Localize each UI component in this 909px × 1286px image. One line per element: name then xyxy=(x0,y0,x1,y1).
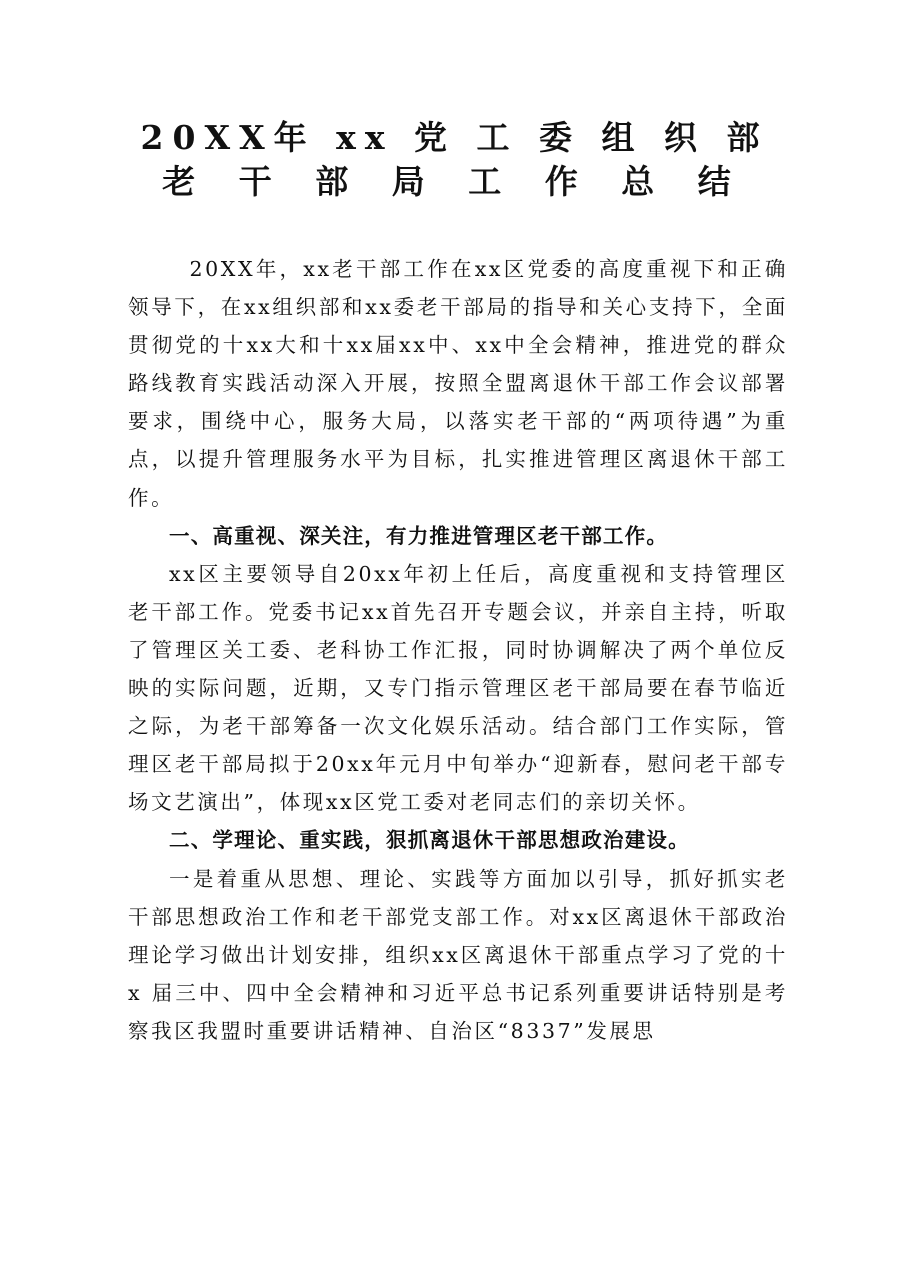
intro-paragraph: 20XX年，xx老干部工作在xx区党委的高度重视下和正确领导下，在xx组织部和xx委老干部局的指导和关心支持下，全面贯彻党的十xx大和十xx届xx中、xx中全会精神，推进党的群众路线教育实践活动深入开展，按照全盟离退休干部工作会议部署要求，围绕中心，服务大局，以落实老干部的“两项待遇”为重点，以提升管理服务水平为目标，扎实推进管理区离退休干部工作。 xyxy=(128,257,788,510)
section1-heading: 一、高重视、深关注，有力推进管理区老干部工作。 xyxy=(169,523,669,548)
document-title-line1: 20XX年 xx 党 工 委 组 织 部 xyxy=(140,118,769,157)
document-title-line2: 老 干 部 局 工 作 总 结 xyxy=(162,162,747,201)
section1-paragraph: xx区主要领导自20xx年初上任后，高度重视和支持管理区老干部工作。党委书记xx首先召开专题会议，并亲自主持，听取了管理区关工委、老科协工作汇报，同时协调解决了两个单位反映的实际问题，近期，又专门指示管理区老干部局要在春节临近之际，为老干部筹备一次文化娱乐活动。结合部门工作实际，管理区老干部局拟于20xx年元月中旬举办“迎新春，慰问老干部专场文艺演出”，体现xx区党工委对老同志们的亲切关怀。 xyxy=(128,561,788,815)
document-body xyxy=(128,250,788,1050)
section2-heading: 二、学理论、重实践，狠抓离退休干部思想政治建设。 xyxy=(169,828,690,853)
section2-paragraph: 一是着重从思想、理论、实践等方面加以引导，抓好抓实老干部思想政治工作和老干部党支部工作。对xx区离退休干部政治理论学习做出计划安排，组织xx区离退休干部重点学习了党的十x 届三中、四中全会精神和习近平总书记系列重要讲话特别是考察我区我盟时重要讲话精神、自治区“8337”发展思 xyxy=(128,866,788,1043)
